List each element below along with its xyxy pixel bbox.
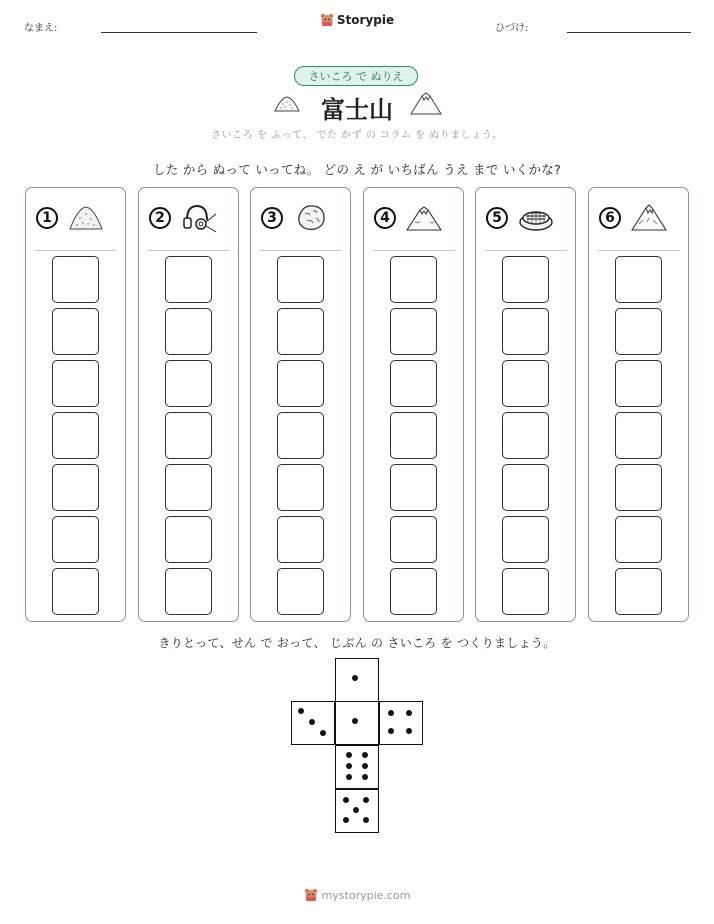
color-cell[interactable]	[390, 256, 437, 303]
date-field[interactable]	[567, 32, 691, 33]
bear-logo-icon	[320, 13, 334, 27]
column-5	[475, 187, 576, 622]
color-cell[interactable]	[502, 308, 549, 355]
color-cell[interactable]	[615, 308, 662, 355]
die-face-6	[335, 745, 379, 789]
color-cell[interactable]	[52, 256, 99, 303]
die-face-4	[379, 701, 423, 745]
color-cell[interactable]	[277, 464, 324, 511]
name-field[interactable]	[101, 32, 257, 33]
color-cell[interactable]	[615, 464, 662, 511]
footer	[0, 888, 714, 902]
column-number: 3	[261, 207, 283, 229]
color-cell[interactable]	[615, 360, 662, 407]
color-cell[interactable]	[277, 256, 324, 303]
column-number: 5	[486, 207, 508, 229]
brand-name: Storypie	[336, 13, 395, 27]
rock-icon	[293, 202, 329, 234]
column-number: 6	[599, 207, 621, 229]
bear-logo-icon	[304, 888, 318, 902]
color-cell[interactable]	[390, 464, 437, 511]
color-cell[interactable]	[615, 256, 662, 303]
color-cell[interactable]	[52, 412, 99, 459]
column-4	[363, 187, 464, 622]
subtitle: さいころ を ふって、 でた かず の コラム を ぬりましょう。	[211, 130, 503, 141]
column-number: 1	[36, 207, 58, 229]
color-cell[interactable]	[277, 360, 324, 407]
color-cell[interactable]	[502, 360, 549, 407]
color-cell[interactable]	[52, 308, 99, 355]
color-cell[interactable]	[390, 360, 437, 407]
color-cell[interactable]	[165, 256, 212, 303]
instruction: した から ぬって いってね。 どの え が いちばん うえ まで いくかな?	[152, 162, 562, 177]
color-cell[interactable]	[615, 516, 662, 563]
column-number: 2	[149, 207, 171, 229]
brand-logo	[0, 13, 714, 27]
page-title: 富士山	[321, 96, 393, 124]
color-cell[interactable]	[390, 308, 437, 355]
color-cell[interactable]	[165, 360, 212, 407]
snowy-mountain-icon	[631, 202, 667, 234]
column-2	[138, 187, 239, 622]
color-cell[interactable]	[502, 568, 549, 615]
color-cell[interactable]	[277, 308, 324, 355]
headphones-icon	[181, 202, 217, 234]
color-cell[interactable]	[277, 568, 324, 615]
color-cell[interactable]	[165, 412, 212, 459]
color-cell[interactable]	[165, 568, 212, 615]
column-3	[250, 187, 351, 622]
color-cell[interactable]	[615, 568, 662, 615]
color-cell[interactable]	[52, 464, 99, 511]
die-face-5	[335, 789, 379, 833]
column-number: 4	[374, 207, 396, 229]
color-cell[interactable]	[165, 516, 212, 563]
color-cell[interactable]	[502, 516, 549, 563]
color-cell[interactable]	[52, 516, 99, 563]
color-cell[interactable]	[277, 516, 324, 563]
color-cell[interactable]	[390, 568, 437, 615]
color-cell[interactable]	[390, 516, 437, 563]
color-cell[interactable]	[165, 464, 212, 511]
color-cell[interactable]	[502, 256, 549, 303]
color-cell[interactable]	[52, 568, 99, 615]
color-cell[interactable]	[502, 464, 549, 511]
color-cell[interactable]	[615, 412, 662, 459]
date-label: ひづけ:	[495, 23, 529, 34]
activity-badge: さいころ で ぬりえ	[294, 66, 418, 86]
die-face-1	[335, 658, 379, 702]
color-cell[interactable]	[277, 412, 324, 459]
color-cell[interactable]	[165, 308, 212, 355]
name-label: なまえ:	[24, 23, 58, 34]
color-cell[interactable]	[390, 412, 437, 459]
sand-pile-icon	[68, 202, 104, 234]
footer-url[interactable]: mystorypie.com	[321, 888, 411, 902]
die-face-1	[335, 701, 379, 745]
column-6	[588, 187, 689, 622]
color-cell[interactable]	[52, 360, 99, 407]
cut-instruction: きりとって、せん で おって、 じぶん の さいころ を つくりましょう。	[158, 636, 556, 650]
color-cell[interactable]	[502, 412, 549, 459]
mount-fuji-icon	[410, 90, 442, 116]
mount-fuji-icon	[406, 202, 442, 234]
sandals-icon	[518, 202, 554, 234]
column-1	[25, 187, 126, 622]
die-face-3	[291, 701, 335, 745]
